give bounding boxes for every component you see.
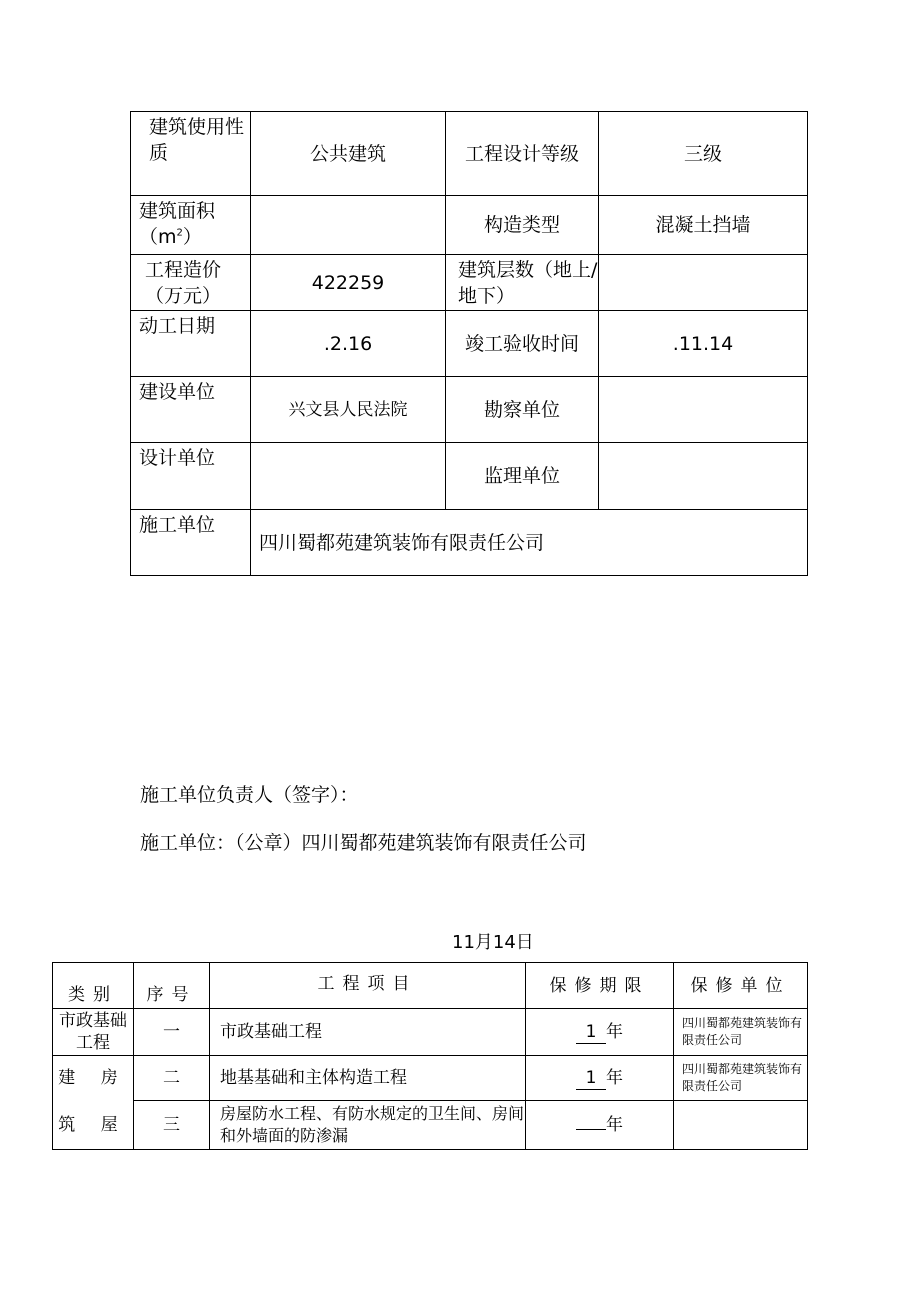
label-start-date: 动工日期 [131,311,251,377]
row-warranty-unit: 四川蜀都苑建筑装饰有限责任公司 [674,1009,808,1056]
label-project-cost: 工程造价（万元） [131,255,251,311]
value-supervision-unit [599,443,808,510]
row-warranty-unit [674,1101,808,1150]
row-project: 房屋防水工程、有防水规定的卫生间、房间和外墙面的防渗漏 [210,1101,526,1150]
value-design-unit [251,443,446,510]
label-survey-unit: 勘察单位 [446,377,599,443]
label-structure-type: 构造类型 [446,196,599,255]
info-row-owner [131,377,808,443]
header-period: 保修期限 [526,963,674,1009]
info-row-area [131,196,808,255]
value-start-date: .2.16 [251,311,446,377]
info-row-usage [131,112,808,196]
value-completion-date: .11.14 [599,311,808,377]
label-building-area: 建筑面积$(m^2)$ [131,196,251,255]
value-survey-unit [599,377,808,443]
value-project-cost: 422259 [251,255,446,311]
table-row [53,1009,808,1056]
info-row-design [131,443,808,510]
info-row-dates [131,311,808,377]
table-row [53,1101,808,1150]
label-completion-date: 竣工验收时间 [446,311,599,377]
contractor-seal-line: 施工单位：（公章）四川蜀都苑建筑装饰有限责任公司 [140,832,587,854]
label-floors: 建筑层数（地上/地下） [446,255,599,311]
signature-date: 11月14日 [452,932,534,953]
value-floors [599,255,808,311]
header-unit: 保修单位 [674,963,808,1009]
row-category: 市政基础工程 [53,1009,134,1056]
row-period: 1 年 [526,1009,674,1056]
project-info-table [130,111,808,576]
row-project: 市政基础工程 [210,1009,526,1056]
value-owner: 兴文县人民法院 [251,377,446,443]
label-owner: 建设单位 [131,377,251,443]
header-project: 工程项目 [210,963,526,1009]
header-category: 类别 [53,963,134,1009]
value-design-grade: 三级 [599,112,808,196]
table-row [53,1056,808,1101]
row-seq: 一 [134,1009,210,1056]
label-contractor: 施工单位 [131,510,251,576]
row-category: 筑 屋 [53,1101,134,1150]
value-structure-type: 混凝土挡墙 [599,196,808,255]
label-supervision-unit: 监理单位 [446,443,599,510]
row-seq: 二 [134,1056,210,1101]
warranty-table [52,962,808,1150]
row-period: 年 [526,1101,674,1150]
header-seq: 序号 [134,963,210,1009]
info-row-cost [131,255,808,311]
row-period: 1 年 [526,1056,674,1101]
warranty-header-row [53,963,808,1009]
responsible-signature-line: 施工单位负责人（签字）： [140,784,359,806]
row-category: 建 房 [53,1056,134,1101]
value-building-use: 公共建筑 [251,112,446,196]
info-row-contractor [131,510,808,576]
label-design-grade: 工程设计等级 [446,112,599,196]
value-building-area [251,196,446,255]
label-design-unit: 设计单位 [131,443,251,510]
row-seq: 三 [134,1101,210,1150]
row-warranty-unit: 四川蜀都苑建筑装饰有限责任公司 [674,1056,808,1101]
label-building-use: 建筑使用性质 [131,112,251,196]
row-project: 地基基础和主体构造工程 [210,1056,526,1101]
value-contractor: 四川蜀都苑建筑装饰有限责任公司 [251,510,808,576]
